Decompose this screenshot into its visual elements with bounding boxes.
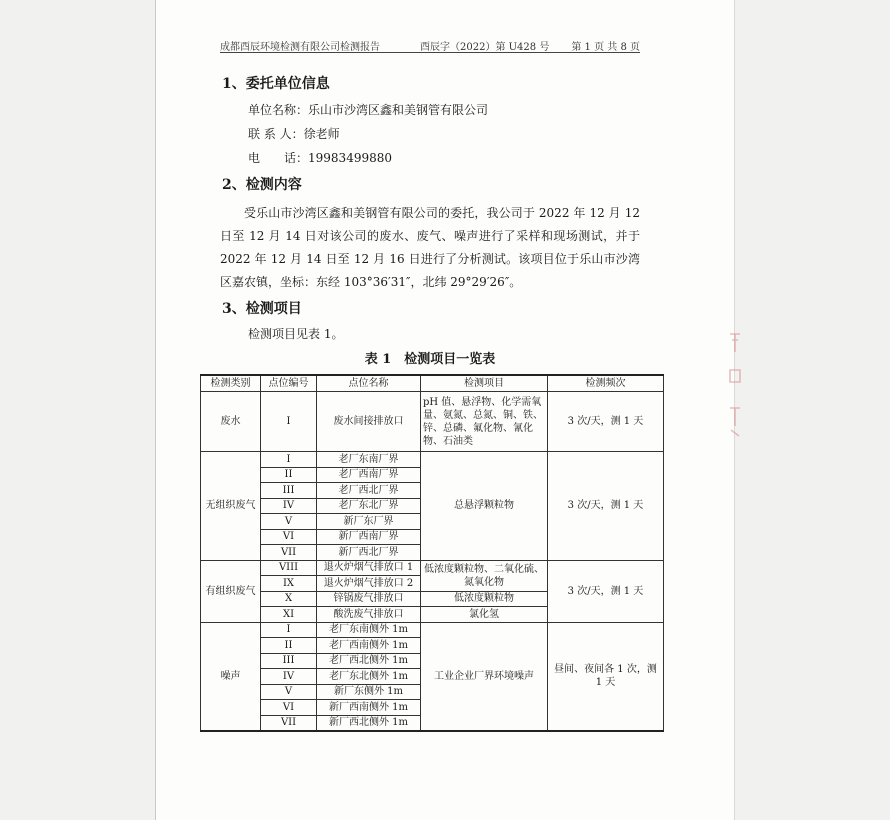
point-name-cell: 新厂东厂界 (317, 514, 421, 530)
unit-label: 单位名称： (248, 103, 309, 117)
section3-title: 3、检测项目 (222, 301, 302, 317)
header-page-number: 第 1 页 共 8 页 (571, 42, 640, 53)
point-name-cell: 老厂西北侧外 1m (317, 653, 421, 669)
point-name-cell: 老厂东南厂界 (317, 452, 421, 468)
point-name-cell: 废水间接排放口 (317, 392, 421, 452)
point-name-cell: 新厂东侧外 1m (317, 684, 421, 700)
table-caption: 表 1 检测项目一览表 (364, 352, 496, 367)
table-row (201, 622, 664, 638)
point-id-cell: II (261, 638, 317, 654)
detection-items-table (200, 374, 664, 732)
unit-value: 乐山市沙湾区鑫和美钢管有限公司 (308, 103, 489, 117)
point-id-cell: III (261, 483, 317, 499)
point-id-cell: I (261, 392, 317, 452)
point-id-cell: VI (261, 529, 317, 545)
section3-body: 检测项目见表 1。 (248, 327, 344, 341)
contact-label: 联 系 人： (248, 127, 304, 141)
items-cell: 工业企业厂界环境噪声 (421, 622, 548, 731)
items-cell: 总悬浮颗粒物 (421, 452, 548, 561)
point-id-cell: V (261, 684, 317, 700)
point-name-cell: 退火炉烟气排放口 2 (317, 576, 421, 592)
contact-value: 徐老师 (303, 127, 340, 141)
point-id-cell: IV (261, 498, 317, 514)
col-header-point-id: 点位编号 (261, 375, 317, 392)
point-id-cell: VI (261, 700, 317, 716)
unit-row (248, 101, 488, 118)
point-id-cell: XI (261, 607, 317, 623)
col-header-point-name: 点位名称 (317, 375, 421, 392)
point-name-cell: 老厂西北厂界 (317, 483, 421, 499)
point-id-cell: X (261, 591, 317, 607)
items-cell: 氯化氢 (421, 607, 548, 623)
header-org: 成都酉辰环境检测有限公司检测报告 (220, 42, 380, 53)
phone-row (248, 149, 392, 166)
point-name-cell: 老厂东北侧外 1m (317, 669, 421, 685)
section2-paragraph: 受乐山市沙湾区鑫和美钢管有限公司的委托，我公司于 2022 年 12 月 12 日至 12 月 14 日对该公司的废水、废气、噪声进行了采样和现场测试，并于 2022 年 12 月 14 日至 12 月 16 日进行了分析测试。该项目位于乐山市沙湾区嘉农镇，坐标：东经 103°36′31″，北纬 29°29′26″。 (220, 206, 640, 289)
table-header-row (201, 375, 664, 392)
frequency-cell: 昼间、夜间各 1 次，测 1 天 (548, 622, 664, 731)
contact-row (248, 125, 340, 142)
header-report-number: 酉辰字（2022）第 U428 号 (420, 42, 550, 53)
col-header-category: 检测类别 (201, 375, 261, 392)
point-id-cell: V (261, 514, 317, 530)
point-name-cell: 新厂西北厂界 (317, 545, 421, 561)
point-name-cell: 老厂西南厂界 (317, 467, 421, 483)
frequency-cell: 3 次/天，测 1 天 (548, 392, 664, 452)
point-id-cell: IV (261, 669, 317, 685)
point-name-cell: 老厂西南侧外 1m (317, 638, 421, 654)
items-cell: 低浓度颗粒物、二氧化硫、氮氧化物 (421, 560, 548, 591)
running-header (220, 38, 640, 53)
frequency-cell: 3 次/天，测 1 天 (548, 452, 664, 561)
col-header-items: 检测项目 (421, 375, 548, 392)
table-row (201, 452, 664, 468)
table-row (201, 392, 664, 452)
category-cell: 无组织废气 (201, 452, 261, 561)
point-id-cell: III (261, 653, 317, 669)
point-id-cell: VIII (261, 560, 317, 576)
phone-value: 19983499880 (308, 151, 392, 165)
items-cell: 低浓度颗粒物 (421, 591, 548, 607)
table-row (201, 560, 664, 576)
point-id-cell: II (261, 467, 317, 483)
point-name-cell: 锌锅废气排放口 (317, 591, 421, 607)
section1-title: 1、委托单位信息 (222, 76, 330, 92)
point-name-cell: 老厂东南侧外 1m (317, 622, 421, 638)
point-id-cell: IX (261, 576, 317, 592)
phone-label: 电 话： (248, 151, 309, 165)
point-name-cell: 新厂西南厂界 (317, 529, 421, 545)
point-id-cell: VII (261, 715, 317, 731)
point-name-cell: 新厂西北侧外 1m (317, 715, 421, 731)
section2-body (220, 202, 640, 294)
col-header-frequency: 检测频次 (548, 375, 664, 392)
point-name-cell: 退火炉烟气排放口 1 (317, 560, 421, 576)
category-cell: 有组织废气 (201, 560, 261, 622)
point-name-cell: 新厂西南侧外 1m (317, 700, 421, 716)
seal-stamp-icon (728, 330, 742, 440)
section2-title: 2、检测内容 (222, 177, 302, 193)
category-cell: 噪声 (201, 622, 261, 731)
point-id-cell: VII (261, 545, 317, 561)
frequency-cell: 3 次/天，测 1 天 (548, 560, 664, 622)
category-cell: 废水 (201, 392, 261, 452)
point-id-cell: I (261, 452, 317, 468)
items-cell: pH 值、悬浮物、化学需氧量、氨氮、总氮、铜、铁、锌、总磷、氟化物、氰化物、石油类 (421, 392, 548, 452)
point-name-cell: 酸洗废气排放口 (317, 607, 421, 623)
seal-stamp-fragment (728, 330, 744, 444)
point-id-cell: I (261, 622, 317, 638)
point-name-cell: 老厂东北厂界 (317, 498, 421, 514)
